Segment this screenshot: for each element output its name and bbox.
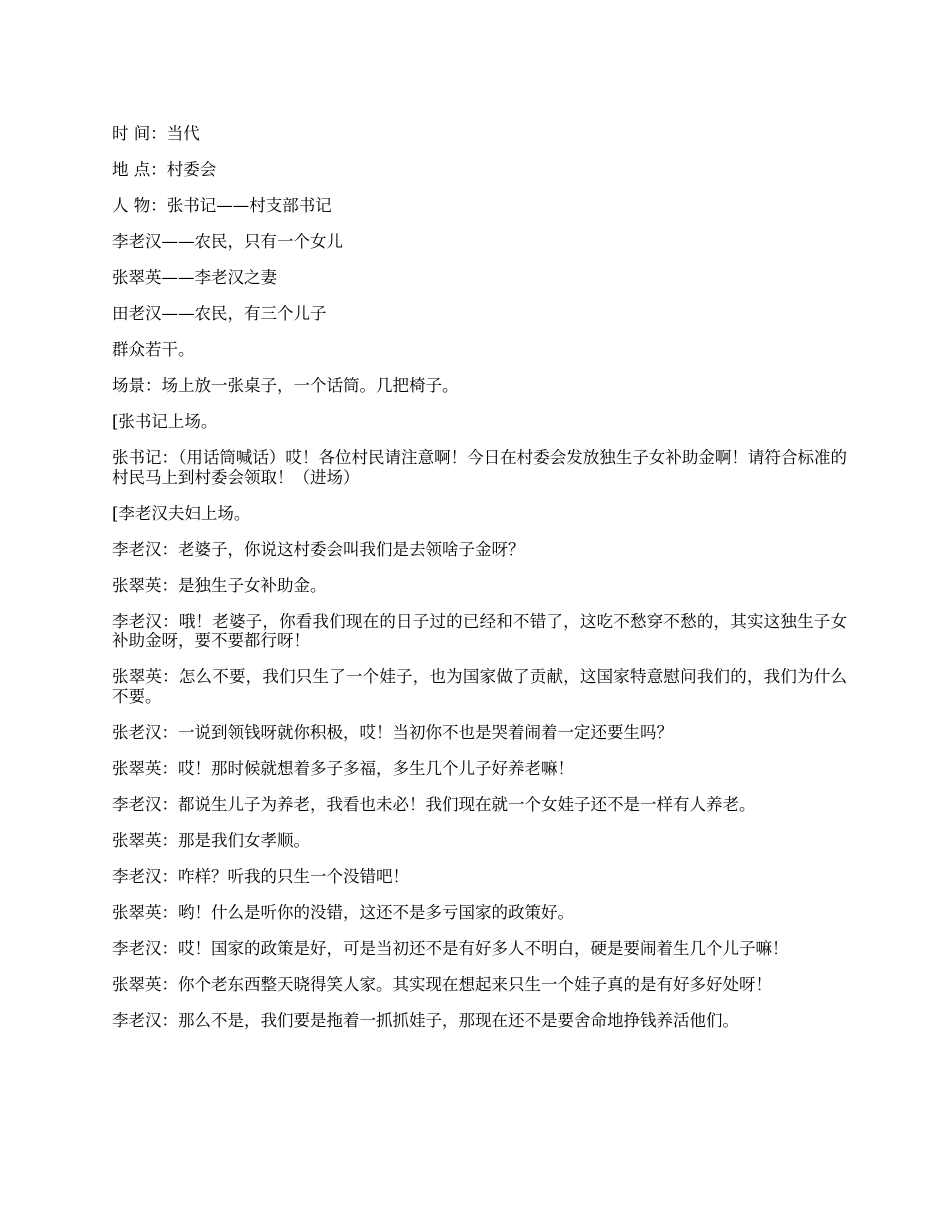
dialogue-line: 张翠英：是独生子女补助金。 — [112, 575, 327, 595]
dialogue-line: 张老汉：一说到领钱呀就你积极，哎！当初你不也是哭着闹着一定还要生吗？ — [112, 722, 673, 742]
paragraph-character-li: 李老汉——农民，只有一个女儿 — [112, 232, 343, 251]
paragraph-time: 时 间：当代 — [112, 124, 200, 143]
paragraph-character-tian: 田老汉——农民，有三个儿子 — [112, 304, 327, 323]
dialogue-line: 张翠英：你个老东西整天晓得笑人家。其实现在想起来只生一个娃子真的是有好多好处呀！ — [112, 974, 772, 994]
dialogue-line: 张翠英：怎么不要，我们只生了一个娃子，也为国家做了贡献，这国家特意慰问我们的，我们为什么不要。 — [112, 667, 847, 706]
stage-direction: [张书记上场。 — [112, 412, 218, 431]
dialogue-line: 张翠英：哟！什么是听你的没错，这还不是多亏国家的政策好。 — [112, 902, 574, 922]
dialogue-line: 李老汉：老婆子，你说这村委会叫我们是去领啥子金呀？ — [112, 539, 525, 559]
document-page — [112, 124, 847, 1047]
paragraph-characters: 人 物：张书记——村支部书记 — [112, 196, 332, 215]
paragraph-crowd: 群众若干。 — [112, 340, 195, 359]
dialogue-line: 张翠英：那是我们女孝顺。 — [112, 830, 310, 850]
dialogue-line: 李老汉：都说生儿子为养老，我看也未必！我们现在就一个女娃子还不是一样有人养老。 — [112, 794, 756, 814]
dialogue-line: 张书记：（用话筒喊话）哎！各位村民请注意啊！今日在村委会发放独生子女补助金啊！请符合标准的村民马上到村委会领取！（进场） — [112, 448, 847, 487]
stage-direction: [李老汉夫妇上场。 — [112, 503, 251, 523]
dialogue-line: 李老汉：哦！老婆子，你看我们现在的日子过的已经和不错了，这吃不愁穿不愁的，其实这独生子女补助金呀，要不要都行呀！ — [112, 611, 847, 650]
dialogue-line: 张翠英：哎！那时候就想着多子多福，多生几个儿子好养老嘛！ — [112, 758, 574, 778]
dialogue-line: 李老汉：哎！国家的政策是好，可是当初还不是有好多人不明白，硬是要闹着生几个儿子嘛！ — [112, 938, 789, 958]
paragraph-character-zhang: 张翠英——李老汉之妻 — [112, 268, 277, 287]
paragraph-scene: 场景：场上放一张桌子，一个话筒。几把椅子。 — [112, 376, 459, 395]
paragraph-place: 地 点：村委会 — [112, 160, 217, 179]
dialogue-line: 李老汉：那么不是，我们要是拖着一抓抓娃子，那现在还不是要舍命地挣钱养活他们。 — [112, 1010, 739, 1030]
dialogue-line: 李老汉：咋样？听我的只生一个没错吧！ — [112, 866, 409, 886]
